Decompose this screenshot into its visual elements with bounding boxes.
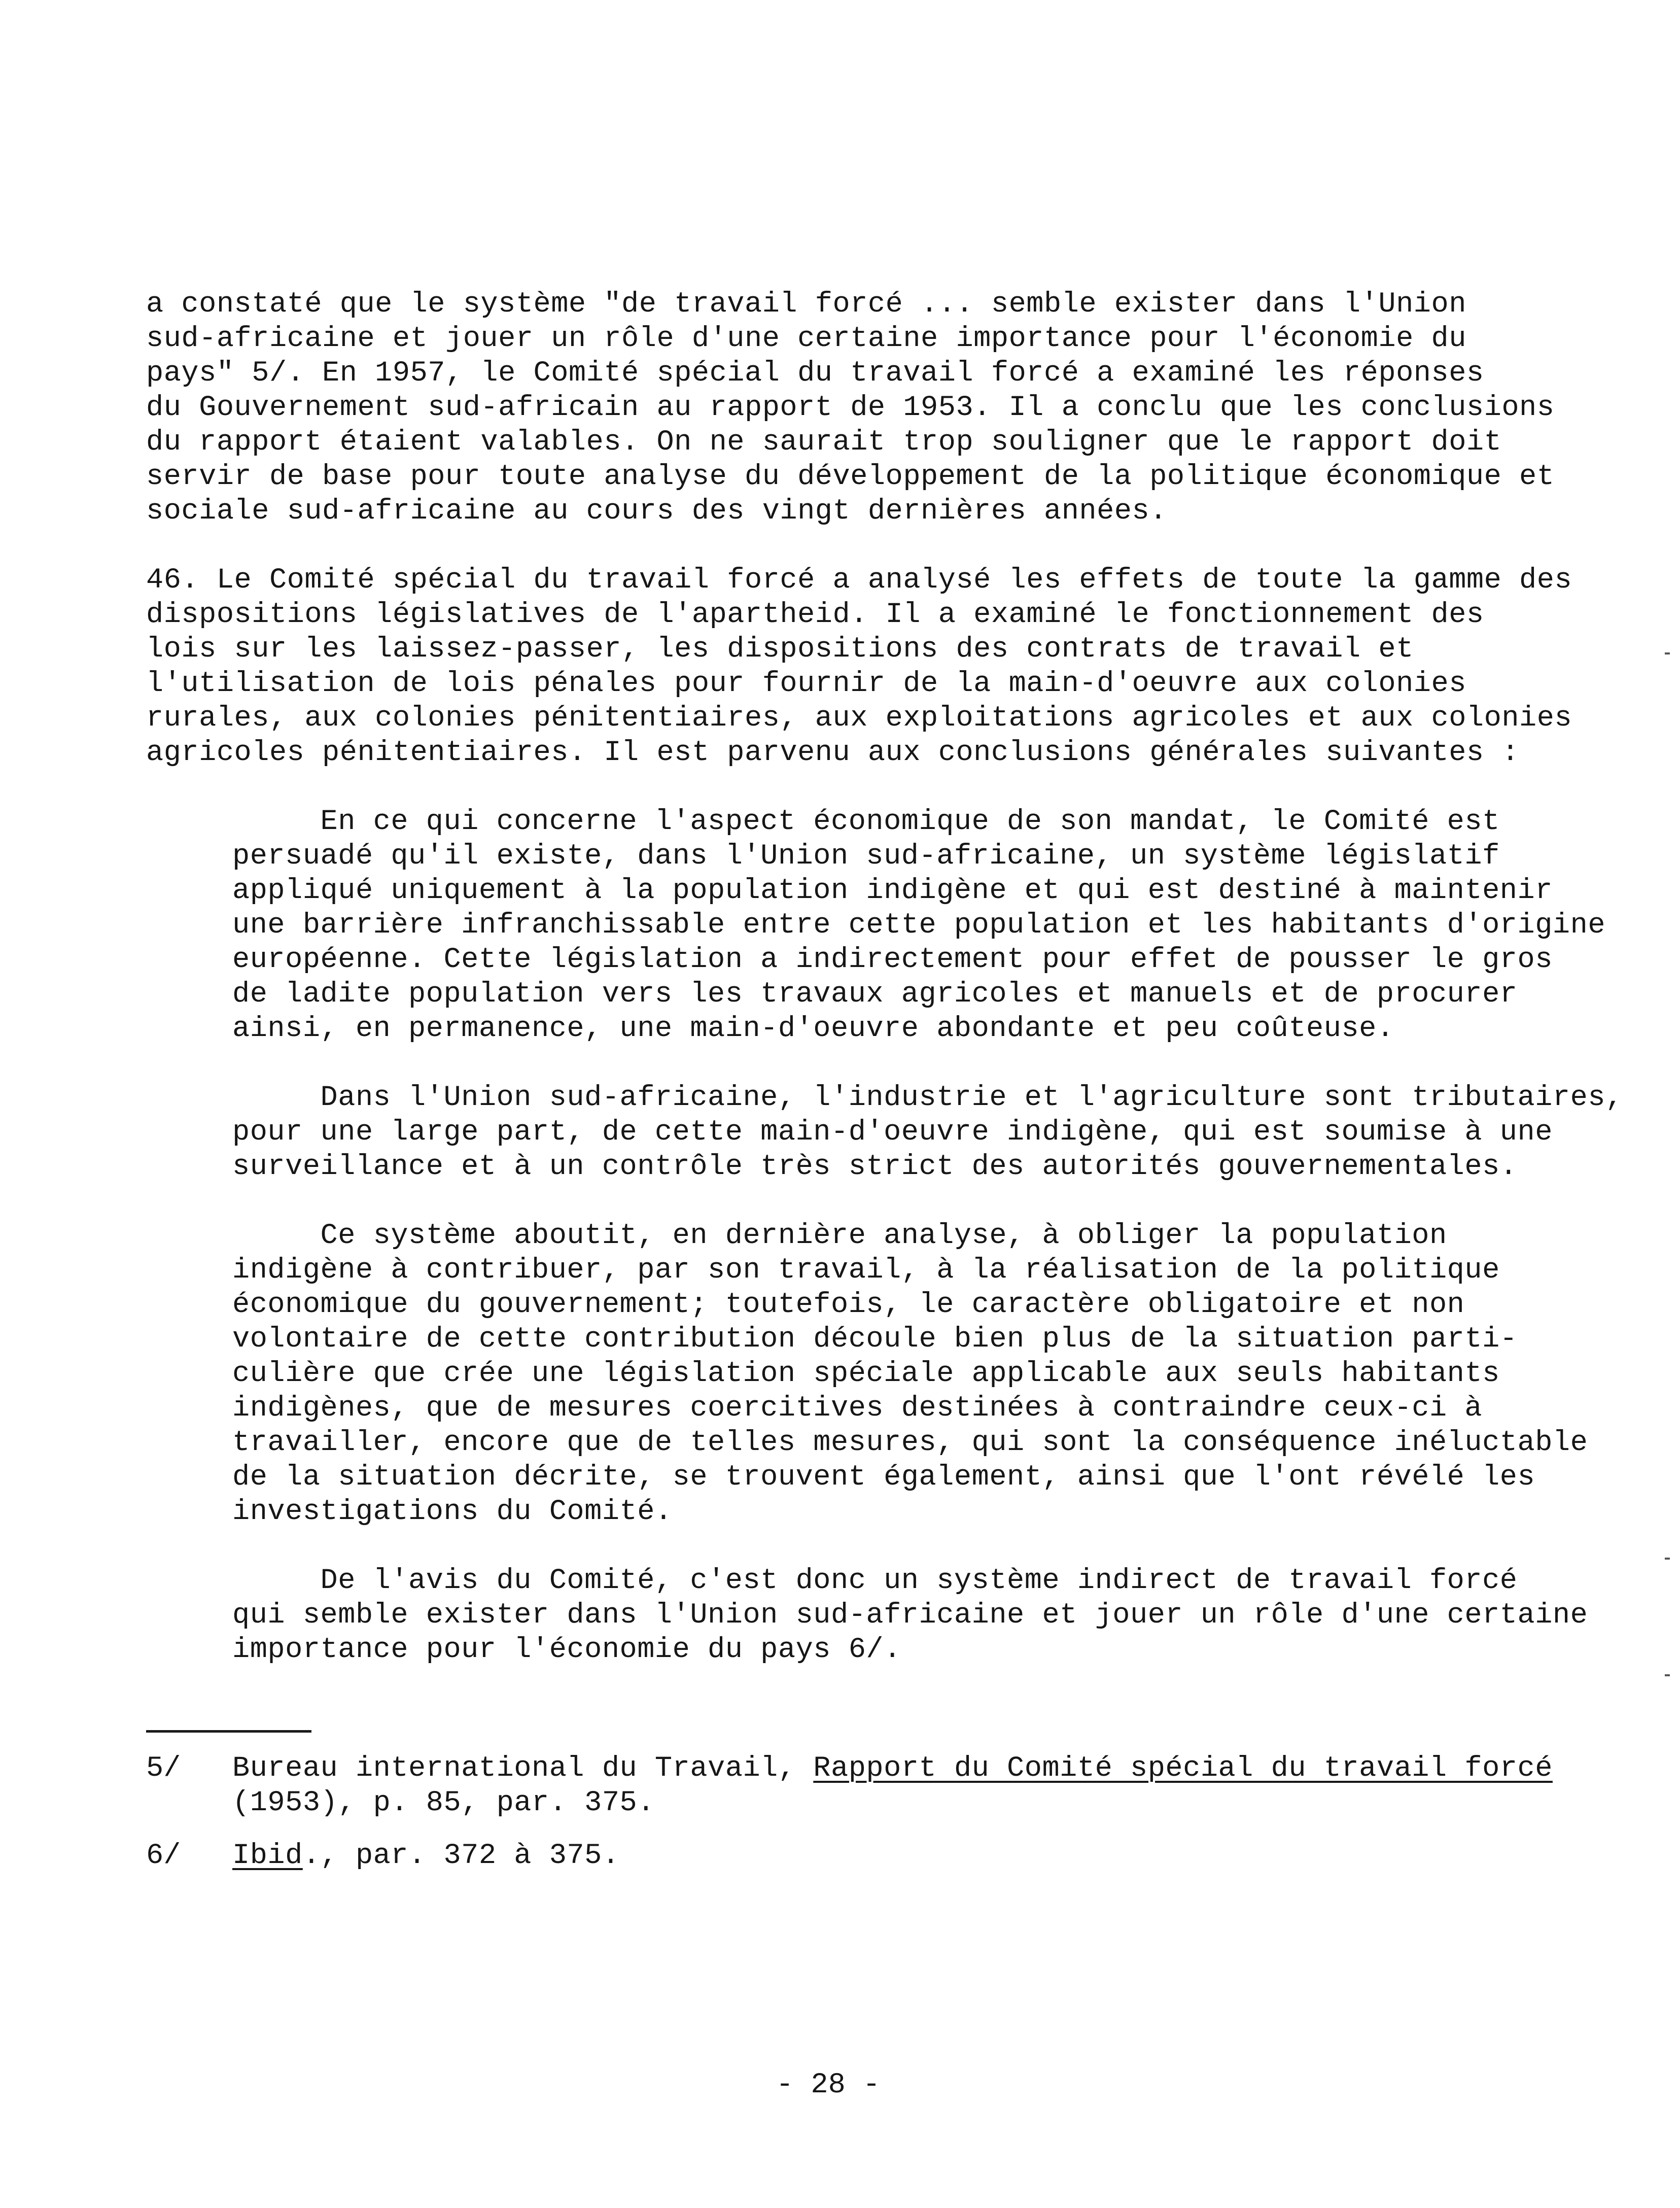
text-line: appliqué uniquement à la population indigène et qui est destiné à maintenir (232, 875, 1553, 907)
text-line: qui semble exister dans l'Union sud-africaine et jouer un rôle d'une certaine (232, 1599, 1588, 1632)
footnote-text-line (232, 1839, 620, 1873)
text-line: lois sur les laissez-passer, les dispositions des contrats de travail et (146, 633, 1414, 666)
footnote-ibid: Ibid (232, 1840, 303, 1872)
text-line: Dans l'Union sud-africaine, l'industrie et l'agriculture sont tributaires, (232, 1082, 1623, 1114)
footnote-text-line (232, 1751, 1553, 1786)
text-line: volontaire de cette contribution découle bien plus de la situation parti- (232, 1323, 1518, 1356)
text-line: importance pour l'économie du pays 6/. (232, 1634, 901, 1666)
text-line: du Gouvernement sud-africain au rapport de 1953. Il a conclu que les conclusions (146, 392, 1555, 424)
text-line: persuadé qu'il existe, dans l'Union sud-africaine, un système législatif (232, 840, 1500, 873)
text-line: pour une large part, de cette main-d'oeuvre indigène, qui est soumise à une (232, 1116, 1553, 1149)
text-line: culière que crée une législation spéciale applicable aux seuls habitants (232, 1358, 1500, 1390)
scan-speck (1665, 1558, 1670, 1560)
text-line: ainsi, en permanence, une main-d'oeuvre abondante et peu coûteuse. (232, 1013, 1394, 1045)
footnote-mark: 5/ (146, 1752, 181, 1785)
text-line: rurales, aux colonies pénitentiaires, aux exploitations agricoles et aux colonies (146, 702, 1572, 735)
scan-speck (1665, 1674, 1670, 1676)
text-line: économique du gouvernement; toutefois, le caractère obligatoire et non (232, 1289, 1465, 1321)
page-number: - 28 - (776, 2069, 881, 2101)
text-line: sud-africaine et jouer un rôle d'une certaine importance pour l'économie du (146, 323, 1466, 355)
text-line: servir de base pour toute analyse du développement de la politique économique et (146, 461, 1555, 493)
text-line: dispositions législatives de l'apartheid. Il a examiné le fonctionnement des (146, 599, 1484, 631)
footnote-text-line: (1953), p. 85, par. 375. (232, 1787, 655, 1819)
text-line: Ce système aboutit, en dernière analyse, à obliger la population (232, 1220, 1447, 1252)
text-line: l'utilisation de lois pénales pour fournir de la main-d'oeuvre aux colonies (146, 668, 1466, 700)
text-line: De l'avis du Comité, c'est donc un système indirect de travail forcé (232, 1565, 1518, 1597)
text-line: indigène à contribuer, par son travail, à la réalisation de la politique (232, 1254, 1500, 1287)
footnote-text: ., par. 372 à 375. (302, 1840, 620, 1872)
text-line: européenne. Cette législation a indirectement pour effet de pousser le gros (232, 944, 1553, 976)
text-line: 46. Le Comité spécial du travail forcé a analysé les effets de toute la gamme des (146, 564, 1572, 597)
footnote-rule (146, 1730, 311, 1733)
text-line: de ladite population vers les travaux agricoles et manuels et de procurer (232, 978, 1518, 1011)
text-line: agricoles pénitentiaires. Il est parvenu aux conclusions générales suivantes : (146, 737, 1520, 769)
text-line: surveillance et à un contrôle très strict des autorités gouvernementales. (232, 1151, 1518, 1183)
text-line: travailler, encore que de telles mesures, qui sont la conséquence inéluctable (232, 1427, 1588, 1459)
text-line: En ce qui concerne l'aspect économique de son mandat, le Comité est (232, 806, 1500, 838)
text-line: une barrière infranchissable entre cette population et les habitants d'origine (232, 909, 1606, 942)
text-line: sociale sud-africaine au cours des vingt dernières années. (146, 495, 1167, 528)
text-line: du rapport étaient valables. On ne saurait trop souligner que le rapport doit (146, 426, 1502, 459)
text-line: a constaté que le système "de travail forcé ... semble exister dans l'Union (146, 288, 1466, 321)
text-line: investigations du Comité. (232, 1496, 673, 1528)
footnote-mark: 6/ (146, 1840, 181, 1872)
footnote-report-title: Rapport du Comité spécial du travail forcé (813, 1752, 1553, 1785)
scan-speck (1665, 652, 1670, 654)
text-line: de la situation décrite, se trouvent également, ainsi que l'ont révélé les (232, 1461, 1535, 1494)
text-line: indigènes, que de mesures coercitives destinées à contraindre ceux-ci à (232, 1392, 1483, 1425)
text-line: pays" 5/. En 1957, le Comité spécial du travail forcé a examiné les réponses (146, 357, 1484, 390)
footnote-text: Bureau international du Travail, (232, 1752, 814, 1785)
